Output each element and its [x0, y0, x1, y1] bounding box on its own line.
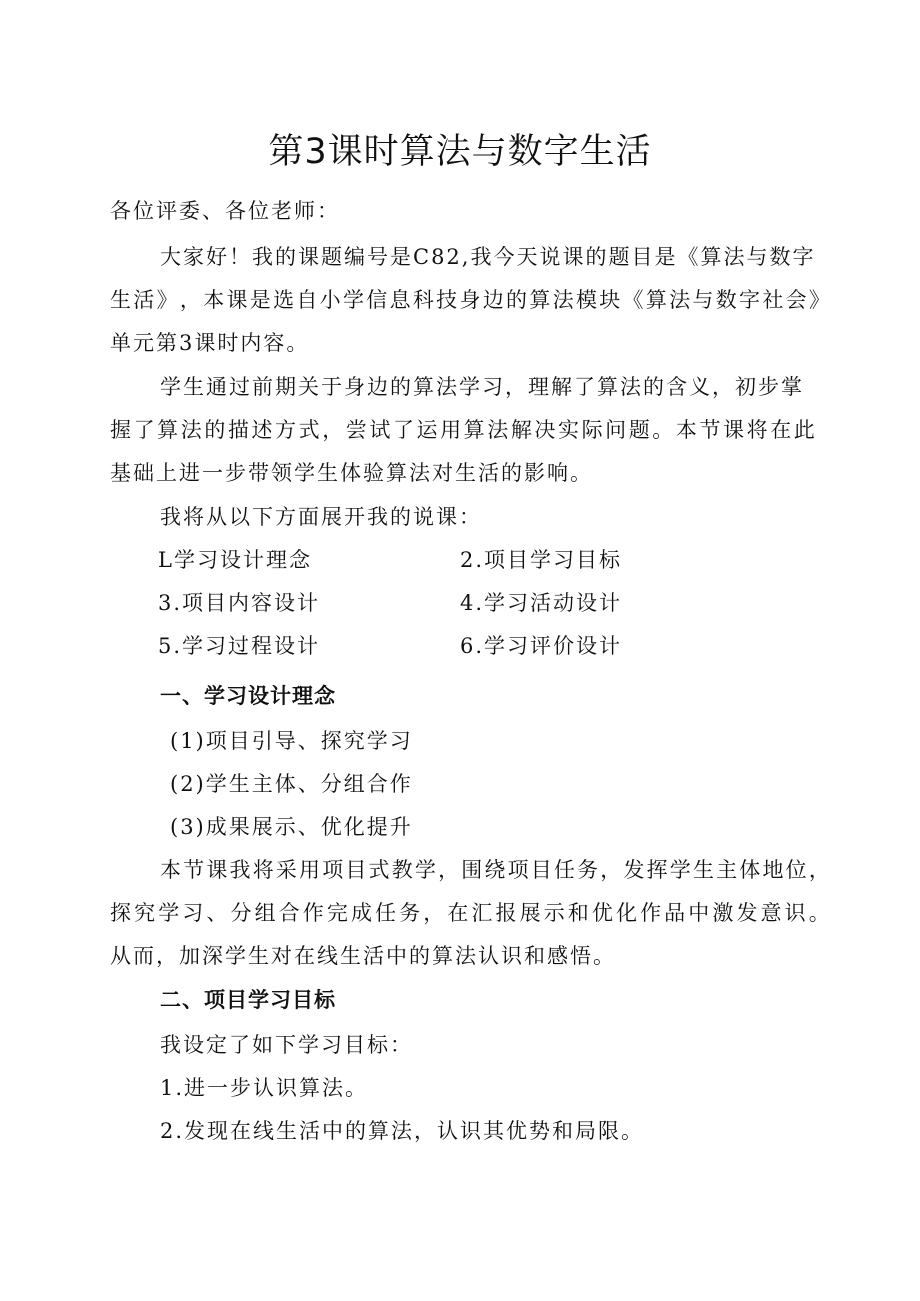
background-line-2: 握 了 算 法 的 描 述 方 式 ， 尝 试 了 运 用 算 法 解 决 实 际 问 题 。 本 节 课 将 在 此 [110, 418, 815, 442]
outline-item: 4.学习活动设计 [460, 591, 623, 615]
background-line-1: 学生通过前期关于身边的算法学习，理解了算法的含义，初步掌 [160, 375, 804, 399]
goal-item: 1.进一步认识算法。 [160, 1076, 369, 1100]
principle-item: (3)成果展示、优化提升 [170, 815, 413, 839]
section2-intro: 我设定了如下学习目标： [160, 1033, 413, 1057]
section1-para-line-1: 本 节 课 我 将 采 用 项 目 式 教 学 ， 围 绕 项 目 任 务 ， 发 挥 学 生 主 体 地 位 ， [160, 858, 830, 882]
page-title: 第3课时算法与数字生活 [268, 132, 652, 172]
outline-item: 6.学习评价设计 [460, 634, 623, 658]
outline-intro: 我将从以下方面展开我的说课： [160, 505, 482, 529]
principle-item: (2)学生主体、分组合作 [170, 772, 413, 796]
outline-item: L学习设计理念 [158, 548, 312, 572]
intro-line-3: 单元第3课时内容。 [110, 331, 310, 355]
greeting: 各位评委、各位老师： [110, 199, 340, 223]
section1-para-line-2: 探 究 学 习 、 分 组 合 作 完 成 任 务 ， 在 汇 报 展 示 和 优 化 作 品 中 激 发 意 识 。 [110, 901, 830, 925]
outline-item: 3.项目内容设计 [158, 591, 321, 615]
section2-heading: 二、项目学习目标 [160, 988, 336, 1012]
outline-item: 5.学习过程设计 [158, 634, 321, 658]
section1-para-line-3: 从而，加深学生对在线生活中的算法认识和感悟。 [110, 944, 616, 968]
intro-line-2: 生 活 》 ， 本 课 是 选 自 小 学 信 息 科 技 身 边 的 算 法 模 块 《 算 法 与 数 字 社 会 》 [110, 288, 830, 312]
intro-line-1: 大家好！我的课题编号是C82,我今天说课的题目是《算法与数字 [160, 245, 816, 269]
section1-heading: 一、学习设计理念 [160, 684, 336, 708]
outline-item: 2.项目学习目标 [460, 548, 623, 572]
principle-item: (1)项目引导、探究学习 [170, 729, 413, 753]
background-line-3: 基础上进一步带领学生体验算法对生活的影响。 [110, 461, 593, 485]
goal-item: 2.发现在线生活中的算法，认识其优势和局限。 [160, 1119, 645, 1143]
